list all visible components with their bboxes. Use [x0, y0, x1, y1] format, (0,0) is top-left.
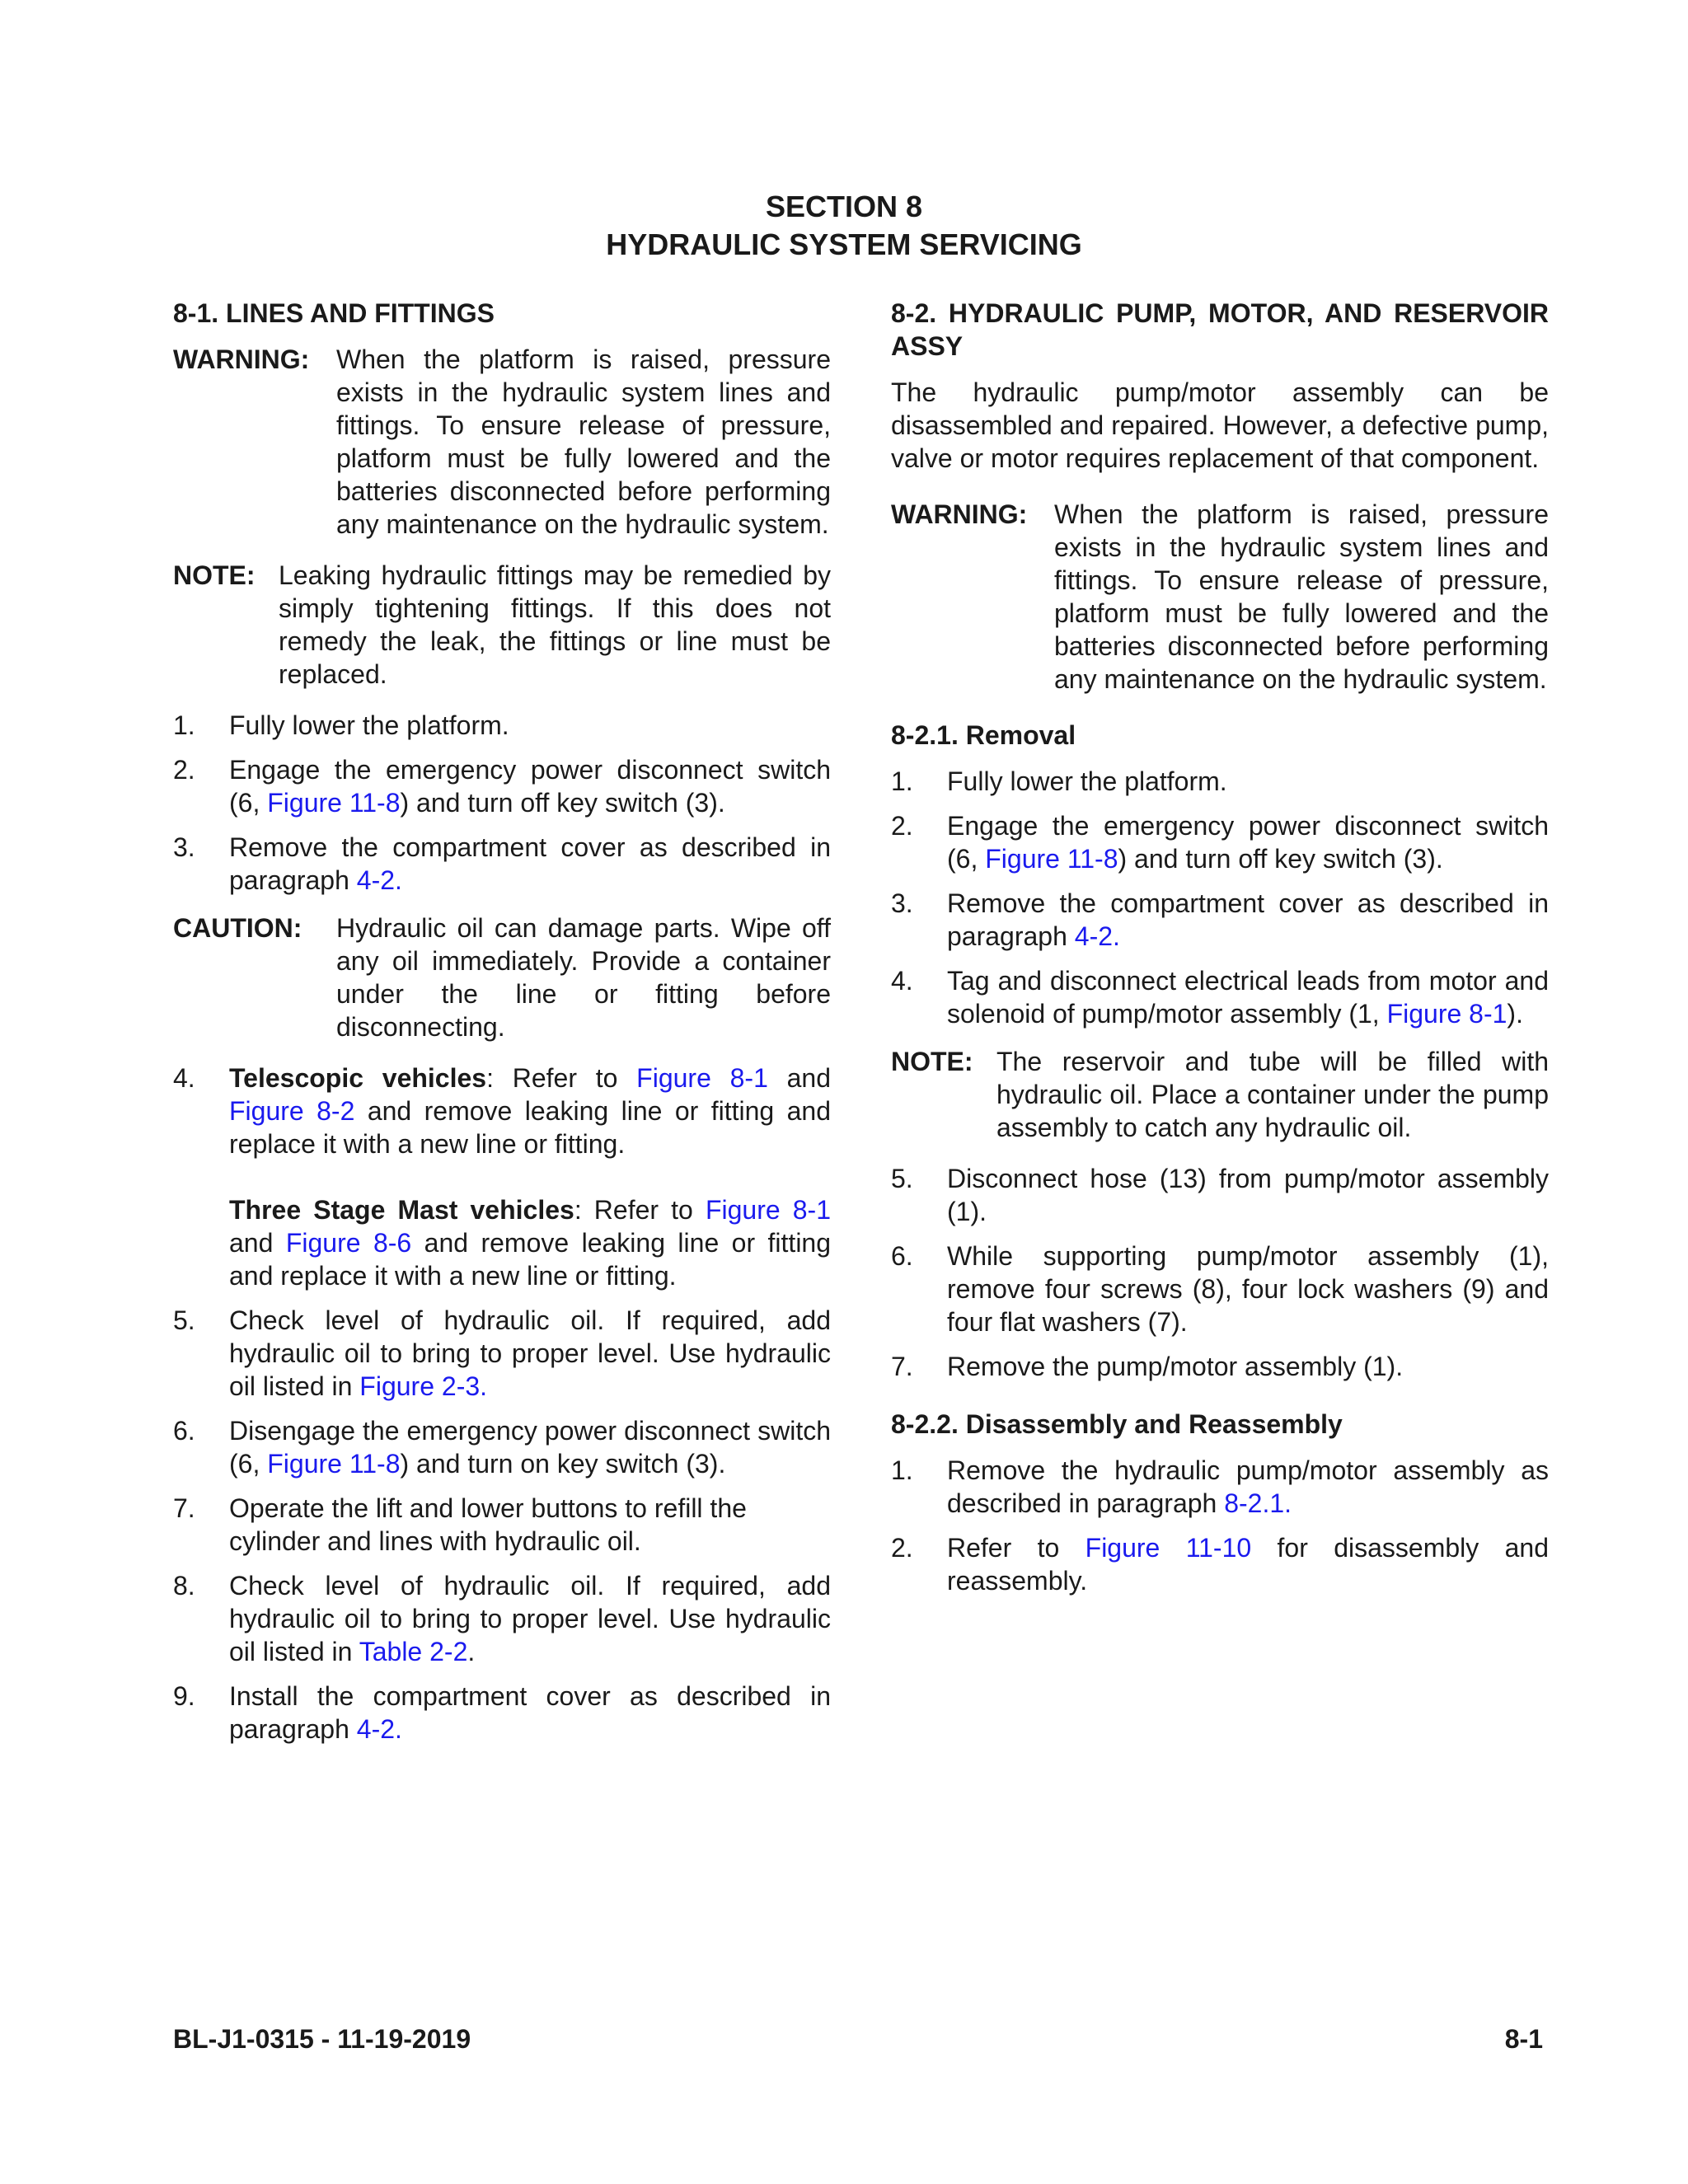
list-item [173, 1304, 831, 1403]
list-item [891, 964, 1549, 1030]
step-number: 6. [173, 1416, 195, 1446]
note-block [173, 559, 831, 691]
figure-link[interactable]: Figure 8-2 [229, 1096, 355, 1126]
step-number: 1. [173, 710, 195, 740]
removal-steps-continued [891, 1162, 1549, 1383]
step-text: Tag and disconnect electrical leads from motor and solenoid of pump/motor assembly (1, Figure 8-1). [947, 966, 1549, 1029]
list-item [891, 1531, 1549, 1597]
step-text: Remove the hydraulic pump/motor assembly as described in paragraph 8-2.1. [947, 1455, 1549, 1518]
figure-link[interactable]: Figure 11-8 [985, 844, 1118, 874]
table-link[interactable]: Table 2-2 [359, 1637, 468, 1666]
step-text: Engage the emergency power disconnect switch (6, Figure 11-8) and turn off key switch (3). [947, 811, 1549, 874]
list-item [891, 765, 1549, 798]
note-block [891, 1045, 1549, 1144]
figure-link[interactable]: Figure 8-6 [285, 1228, 412, 1258]
step-number: 2. [173, 755, 195, 785]
note-label: NOTE: [891, 1047, 973, 1076]
step-number: 2. [891, 1533, 913, 1563]
step-text: Remove the compartment cover as described in paragraph 4-2. [229, 832, 831, 895]
step-text: Remove the compartment cover as described in paragraph 4-2. [947, 888, 1549, 951]
step-number: 7. [891, 1352, 913, 1381]
section-title: HYDRAULIC SYSTEM SERVICING [606, 227, 1082, 261]
note-text: The reservoir and tube will be filled with hydraulic oil. Place a container under the pump assembly to catch any hydraulic oil. [996, 1047, 1549, 1142]
intro-paragraph: The hydraulic pump/motor assembly can be disassembled and repaired. However, a defective pump, valve or motor requires replacement of that component. [891, 377, 1549, 473]
paragraph-link[interactable]: 8-2.1. [1224, 1488, 1292, 1518]
steps-list-a [173, 709, 831, 897]
step-number: 7. [173, 1493, 195, 1523]
caution-text: Hydraulic oil can damage parts. Wipe off any oil immediately. Provide a container under the line or fitting before disconnecting. [336, 913, 831, 1042]
list-item [173, 1569, 831, 1668]
step-text: While supporting pump/motor assembly (1), remove four screws (8), four lock washers (9) and four flat washers (7). [947, 1241, 1549, 1337]
step-text: Check level of hydraulic oil. If required, add hydraulic oil to bring to proper level. Use hydraulic oil listed in Table 2-2. [229, 1571, 831, 1666]
caution-label: CAUTION: [173, 913, 302, 943]
step-number: 3. [173, 832, 195, 862]
heading-disassembly: 8-2.2. Disassembly and Reassembly [891, 1409, 1343, 1439]
step-text: Disconnect hose (13) from pump/motor assembly (1). [947, 1164, 1549, 1226]
list-item [173, 709, 831, 742]
warning-block [173, 343, 831, 541]
list-item [173, 831, 831, 897]
figure-link[interactable]: Figure 11-8 [267, 788, 401, 818]
footer-page-number: 8-1 [1504, 2024, 1543, 2054]
list-item [891, 1350, 1549, 1383]
step-text: Engage the emergency power disconnect switch (6, Figure 11-8) and turn off key switch (3). [229, 755, 831, 818]
step-text: Check level of hydraulic oil. If required, add hydraulic oil to bring to proper level. Use hydraulic oil listed in Figure 2-3. [229, 1305, 831, 1401]
right-column [891, 297, 1549, 1612]
step-number: 3. [891, 888, 913, 918]
figure-link[interactable]: Figure 8-1 [705, 1195, 832, 1225]
warning-text: When the platform is raised, pressure exists in the hydraulic system lines and fittings. To ensure release of pressure, platform must be fully lowered and the batteries disconnected before performing any maintenance on the hydraulic system. [336, 344, 831, 539]
warning-block [891, 498, 1549, 696]
step-text: Disengage the emergency power disconnect switch (6, Figure 11-8) and turn on key switch (3). [229, 1416, 831, 1479]
list-item [173, 1492, 831, 1558]
list-item [891, 1162, 1549, 1228]
paragraph-link[interactable]: 4-2. [356, 1714, 402, 1744]
section-number: SECTION 8 [765, 190, 923, 223]
step-text: Install the compartment cover as described in paragraph 4-2. [229, 1681, 831, 1744]
steps-list-b [173, 1062, 831, 1746]
list-item [173, 1062, 831, 1292]
caution-block [173, 912, 831, 1043]
step-number: 9. [173, 1681, 195, 1711]
figure-link[interactable]: Figure 11-8 [267, 1449, 401, 1479]
paragraph-link[interactable]: 4-2. [356, 865, 402, 895]
footer-doc-id: BL-J1-0315 - 11-19-2019 [173, 2024, 471, 2054]
paragraph-link[interactable]: 4-2. [1074, 921, 1120, 951]
step-number: 1. [891, 766, 913, 796]
step-number: 5. [891, 1164, 913, 1193]
list-item [891, 887, 1549, 953]
step-number: 6. [891, 1241, 913, 1271]
disassembly-steps [891, 1454, 1549, 1597]
note-label: NOTE: [173, 560, 256, 590]
heading-removal: 8-2.1. Removal [891, 720, 1076, 750]
step-number: 4. [891, 966, 913, 996]
step-text: Telescopic vehicles: Refer to Figure 8-1 and Figure 8-2 and remove leaking line or fitting and replace it with a new line or fitting. Three Stage Mast vehicles: Refer to Figure 8-1 and Figure 8-6 and remove leaking line or fitting and replace it with a new line or fitting. [229, 1063, 832, 1291]
list-item [891, 1454, 1549, 1520]
removal-steps [891, 765, 1549, 1030]
figure-link[interactable]: Figure 8-1 [636, 1063, 768, 1093]
left-column [173, 297, 831, 1760]
warning-label: WARNING: [891, 499, 1028, 529]
step-number: 5. [173, 1305, 195, 1335]
step-text: Refer to Figure 11-10 for disassembly and reassembly. [947, 1533, 1550, 1596]
list-item [173, 753, 831, 819]
heading-pump-motor: 8-2. HYDRAULIC PUMP, MOTOR, AND RESERVOIR ASSY [891, 298, 1549, 361]
step-text: Remove the pump/motor assembly (1). [947, 1352, 1404, 1381]
step-number: 4. [173, 1063, 195, 1093]
step-text: Fully lower the platform. [229, 710, 509, 740]
warning-label: WARNING: [173, 344, 310, 374]
step-number: 1. [891, 1455, 913, 1485]
list-item [891, 809, 1549, 875]
figure-link[interactable]: Figure 11-10 [1085, 1533, 1252, 1563]
list-item [173, 1680, 831, 1746]
warning-text: When the platform is raised, pressure exists in the hydraulic system lines and fittings. To ensure release of pressure, platform must be fully lowered and the batteries disconnected before performing any maintenance on the hydraulic system. [1054, 499, 1549, 694]
list-item [891, 1240, 1549, 1338]
step-text: Operate the lift and lower buttons to refill the cylinder and lines with hydraulic oil. [229, 1493, 747, 1556]
page-title [0, 188, 1688, 264]
step-number: 2. [891, 811, 913, 841]
note-text: Leaking hydraulic fittings may be remedied by simply tightening fittings. If this does not remedy the leak, the fittings or line must be replaced. [279, 560, 831, 689]
step-text: Fully lower the platform. [947, 766, 1227, 796]
figure-link[interactable]: Figure 2-3. [359, 1371, 488, 1401]
figure-link[interactable]: Figure 8-1 [1386, 999, 1507, 1029]
list-item [173, 1414, 831, 1480]
step-number: 8. [173, 1571, 195, 1601]
heading-lines-fittings: 8-1. LINES AND FITTINGS [173, 298, 495, 328]
